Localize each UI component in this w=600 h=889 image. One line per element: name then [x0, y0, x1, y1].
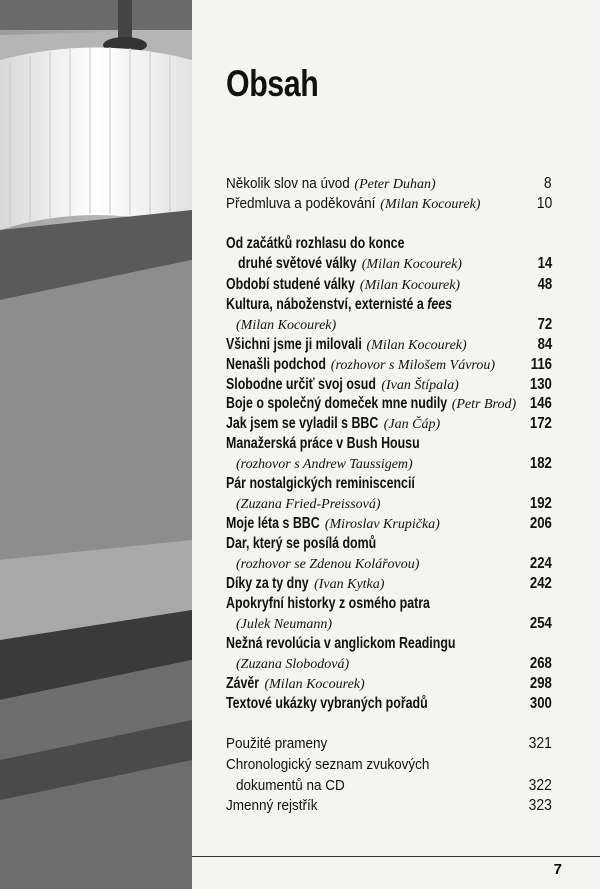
toc-entry-author: (Petr Brod) — [451, 397, 517, 412]
toc-entry-title: Chronologický seznam zvukových — [226, 756, 430, 773]
toc-entry-page: 323 — [528, 797, 552, 814]
toc-entry-page: 84 — [537, 336, 552, 353]
toc-entry[interactable] — [226, 654, 552, 673]
toc-entry-text — [226, 394, 516, 414]
toc-entry[interactable] — [226, 454, 552, 473]
toc-entry-title: Apokryfní historky z osmého patra — [226, 595, 430, 612]
toc-entry-text — [226, 295, 509, 314]
toc-entry[interactable] — [226, 694, 552, 713]
toc-entry-text — [236, 494, 381, 514]
toc-entry-title: Kultura, náboženství, externisté a fees — [226, 296, 453, 313]
toc-entry[interactable] — [226, 474, 552, 493]
toc-entry[interactable] — [226, 315, 552, 334]
toc-entry-page: 172 — [530, 415, 552, 432]
toc-entry-page: 182 — [530, 455, 552, 472]
toc-entry[interactable] — [226, 174, 552, 193]
toc-entry[interactable] — [226, 414, 552, 433]
toc-entry-author: (Julek Neumann) — [236, 617, 333, 632]
toc-entry-author: (Zuzana Slobodová) — [236, 657, 350, 672]
toc-entry-title: Období studené války — [226, 276, 355, 293]
toc-entry-author: (Jan Čáp) — [383, 417, 441, 432]
toc-entry-text — [226, 234, 449, 253]
toc-entry-text — [226, 674, 365, 694]
toc-entry[interactable] — [226, 335, 552, 354]
toc-entry[interactable] — [226, 514, 552, 533]
toc-entry-page: 322 — [528, 777, 552, 794]
toc-entry-title: Dar, který se posílá domů — [226, 535, 377, 552]
toc-entry[interactable] — [226, 194, 552, 213]
page-title: Obsah — [226, 63, 319, 104]
toc-entry-author: (Peter Duhan) — [354, 177, 436, 192]
toc-entry-text — [236, 654, 349, 674]
toc-entry-page: 116 — [530, 356, 552, 373]
toc-entry-page: 192 — [530, 495, 552, 512]
cover-photo-lamp — [0, 0, 192, 889]
toc-entry-title: druhé světové války — [238, 255, 357, 272]
toc-entry-title: Předmluva a poděkování — [226, 195, 376, 212]
toc-entry-text — [226, 335, 467, 355]
toc-entry-title: Použité prameny — [226, 735, 328, 752]
footer-rule — [192, 856, 600, 857]
toc-entry-title: Nežná revolúcia v anglickom Readingu — [226, 635, 456, 652]
page-number: 7 — [553, 861, 562, 878]
toc-entry-author: (Ivan Kytka) — [314, 577, 385, 592]
toc-entry-text — [236, 554, 419, 574]
toc-entry-author: (Milan Kocourek) — [236, 318, 337, 333]
toc-entry[interactable] — [226, 755, 552, 774]
toc-entry-author: (rozhovor s Milošem Vávrou) — [330, 358, 496, 373]
toc-entry-title: Několik slov na úvod — [226, 175, 350, 192]
toc-entry-text — [226, 694, 478, 713]
toc-entry-text — [226, 594, 481, 613]
toc-entry[interactable] — [226, 434, 552, 453]
toc-entry-author: (Milan Kocourek) — [359, 278, 461, 293]
toc-entry-page: 146 — [530, 395, 552, 412]
toc-entry-page: 298 — [530, 675, 552, 692]
toc-entry-author: (Zuzana Fried-Preissová) — [236, 497, 381, 512]
toc-entry[interactable] — [226, 614, 552, 633]
toc-entry-page: 300 — [530, 695, 552, 712]
toc-entry[interactable] — [226, 394, 552, 413]
toc-entry-text — [226, 534, 414, 553]
toc-entry-text — [226, 755, 452, 774]
toc-entry-text — [236, 776, 357, 795]
toc-entry-text — [226, 414, 440, 434]
toc-entry-text — [236, 454, 413, 474]
toc-entry-author: (Milan Kocourek) — [380, 197, 481, 212]
toc-entry-page: 242 — [530, 575, 552, 592]
toc-entry-author: (rozhovor se Zdenou Kolářovou) — [236, 557, 420, 572]
toc-entry-title-italic: fees — [427, 296, 453, 313]
toc-entry-page: 254 — [530, 615, 552, 632]
toc-entry-text — [226, 194, 480, 214]
toc-entry-title: Manažerská práce v Bush Housu — [226, 435, 420, 452]
toc-entry-text — [236, 315, 336, 335]
toc-entry-author: (Ivan Štípala) — [381, 378, 459, 393]
toc-entry-author: (Milan Kocourek) — [361, 257, 462, 272]
toc-entry-text — [226, 514, 440, 534]
toc-entry-page: 268 — [530, 655, 552, 672]
toc-entry-text — [238, 254, 462, 274]
toc-entry-text — [226, 634, 513, 653]
toc-entry-text — [226, 174, 436, 194]
toc-entry-page: 130 — [530, 376, 552, 393]
toc-entry-author: (Milan Kocourek) — [366, 338, 467, 353]
toc-entry-title: Jak jsem se vyladil s BBC — [226, 415, 379, 432]
toc-entry[interactable] — [226, 776, 552, 795]
toc-entry-text — [226, 434, 468, 453]
toc-entry[interactable] — [226, 275, 552, 294]
toc-entry-title: Závěr — [226, 675, 260, 692]
toc-entry-title: Boje o společný domeček mne nudily — [226, 395, 448, 412]
toc-entry-title: Moje léta s BBC — [226, 515, 320, 532]
toc-entry[interactable] — [226, 295, 552, 314]
toc-entry-page: 48 — [537, 276, 552, 293]
toc-entry-text — [226, 474, 462, 493]
toc-entry-title: Od začátků rozhlasu do konce — [226, 235, 405, 252]
toc-entry-page: 8 — [544, 175, 552, 192]
toc-entry-page: 206 — [530, 515, 552, 532]
toc-entry[interactable] — [226, 494, 552, 513]
toc-entry[interactable] — [226, 734, 552, 753]
toc-entry[interactable] — [226, 796, 552, 815]
toc-entry-title: Jmenný rejstřík — [226, 797, 318, 814]
toc-entry-author: (Miroslav Krupička) — [324, 517, 440, 532]
toc-entry[interactable] — [226, 674, 552, 693]
toc-entry-title: Nenašli podchod — [226, 356, 326, 373]
toc-entry-text — [226, 275, 460, 295]
toc-entry-page: 10 — [536, 195, 552, 212]
toc-entry-page: 321 — [528, 735, 552, 752]
toc-entry-text — [236, 614, 332, 634]
toc-entry-page: 224 — [530, 555, 552, 572]
toc-entry[interactable] — [226, 554, 552, 573]
toc-entry[interactable] — [226, 254, 552, 273]
toc-entry-title: Díky za ty dny — [226, 575, 309, 592]
toc-entry-title: dokumentů na CD — [236, 777, 345, 794]
toc-entry-text — [226, 734, 339, 753]
toc-entry[interactable] — [226, 234, 552, 253]
toc-entry[interactable] — [226, 534, 552, 553]
toc-entry-title: Pár nostalgických reminiscencií — [226, 475, 415, 492]
toc-entry-title: Textové ukázky vybraných pořadů — [226, 695, 428, 712]
toc-entry-page: 14 — [537, 255, 552, 272]
toc-entry-author: (rozhovor s Andrew Taussigem) — [236, 457, 413, 472]
toc-entry-text — [226, 574, 384, 594]
toc-entry-text — [226, 355, 495, 375]
toc-entry-text — [226, 796, 328, 815]
toc-entry[interactable] — [226, 355, 552, 374]
toc-entry[interactable] — [226, 574, 552, 593]
toc-entry[interactable] — [226, 375, 552, 394]
toc-entry[interactable] — [226, 634, 552, 653]
toc-entry-page: 72 — [537, 316, 552, 333]
toc-entry-text — [226, 375, 459, 395]
toc-entry-author: (Milan Kocourek) — [264, 677, 365, 692]
toc-entry-title: Všichni jsme ji milovali — [226, 336, 362, 353]
toc-entry-title: Slobodne určiť svoj osud — [226, 376, 376, 393]
toc-entry[interactable] — [226, 594, 552, 613]
